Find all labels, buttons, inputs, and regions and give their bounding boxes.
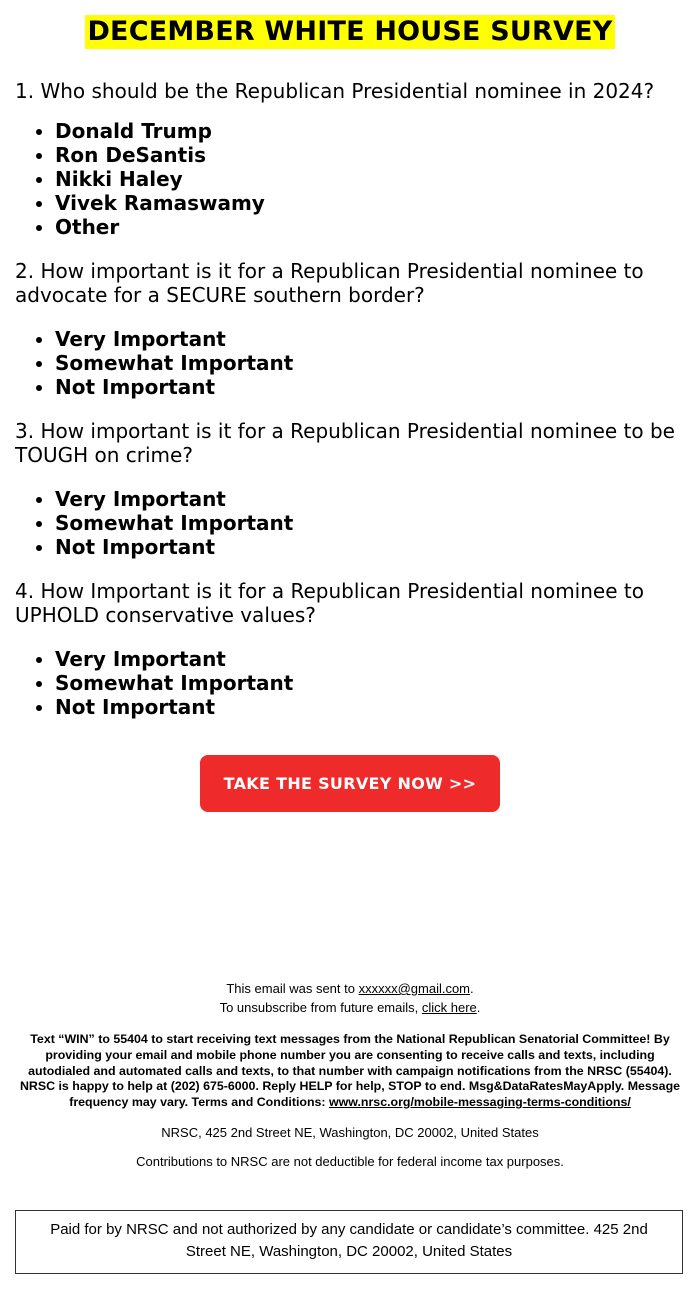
option-ron-desantis: • Ron DeSantis: [55, 143, 700, 167]
option-other: • Other: [55, 215, 700, 239]
question-4-options: [0, 647, 700, 719]
question-1-options: [0, 119, 700, 239]
question-2-options: [0, 327, 700, 399]
sms-terms-text: Text “WIN” to 55404 to start receiving text messages from the National Republican Senatorial Committee! By providing your email and mobile phone number you are consenting to receive calls and texts, including autodialed and automated calls and texts, to that number with campaign notifications from the NRSC (55404). NRSC is happy to help at (202) 675-6000. Reply HELP for help, STOP to end. Msg&DataRatesMayApply. Message frequency may vary. Terms and Conditions:: [19, 1032, 681, 1110]
take-survey-button[interactable]: TAKE THE SURVEY NOW >>: [200, 755, 500, 812]
footer: [0, 979, 700, 1017]
option-vivek-ramaswamy: • Vivek Ramaswamy: [55, 191, 700, 215]
unsubscribe-line: To unsubscribe from future emails, click here.: [219, 1000, 481, 1015]
option-very-important: • Very Important: [55, 487, 700, 511]
sms-terms: [0, 1032, 700, 1111]
option-not-important: • Not Important: [55, 375, 700, 399]
option-somewhat-important: • Somewhat Important: [55, 351, 700, 375]
question-3-options: [0, 487, 700, 559]
option-donald-trump: • Donald Trump: [55, 119, 700, 143]
tax-note: Contributions to NRSC are not deductible for federal income tax purposes.: [136, 1153, 564, 1169]
question-3: 3. How important is it for a Republican Presidential nominee to be TOUGH on crime?: [15, 419, 675, 467]
recipient-email-link[interactable]: xxxxxx@gmail.com: [358, 981, 471, 996]
option-not-important: • Not Important: [55, 695, 700, 719]
option-not-important: • Not Important: [55, 535, 700, 559]
question-4: 4. How Important is it for a Republican Presidential nominee to UPHOLD conservative values?: [15, 579, 644, 627]
question-1: 1. Who should be the Republican Presidential nominee in 2024?: [15, 79, 655, 103]
option-very-important: • Very Important: [55, 647, 700, 671]
option-very-important: • Very Important: [55, 327, 700, 351]
paid-for-disclaimer: Paid for by NRSC and not authorized by any candidate or candidate’s committee. 425 2nd Street NE, Washington, DC 20002, United States: [15, 1210, 683, 1274]
sent-to-line: This email was sent to xxxxxx@gmail.com.: [226, 981, 474, 996]
option-nikki-haley: • Nikki Haley: [55, 167, 700, 191]
address: NRSC, 425 2nd Street NE, Washington, DC 20002, United States: [161, 1124, 539, 1140]
terms-link[interactable]: www.nrsc.org/mobile-messaging-terms-conditions/: [329, 1095, 631, 1110]
question-2: 2. How important is it for a Republican Presidential nominee to advocate for a SECURE southern border?: [15, 259, 644, 307]
option-somewhat-important: • Somewhat Important: [55, 511, 700, 535]
unsubscribe-link[interactable]: click here: [421, 1000, 477, 1015]
survey-title: DECEMBER WHITE HOUSE SURVEY: [87, 16, 613, 47]
option-somewhat-important: • Somewhat Important: [55, 671, 700, 695]
